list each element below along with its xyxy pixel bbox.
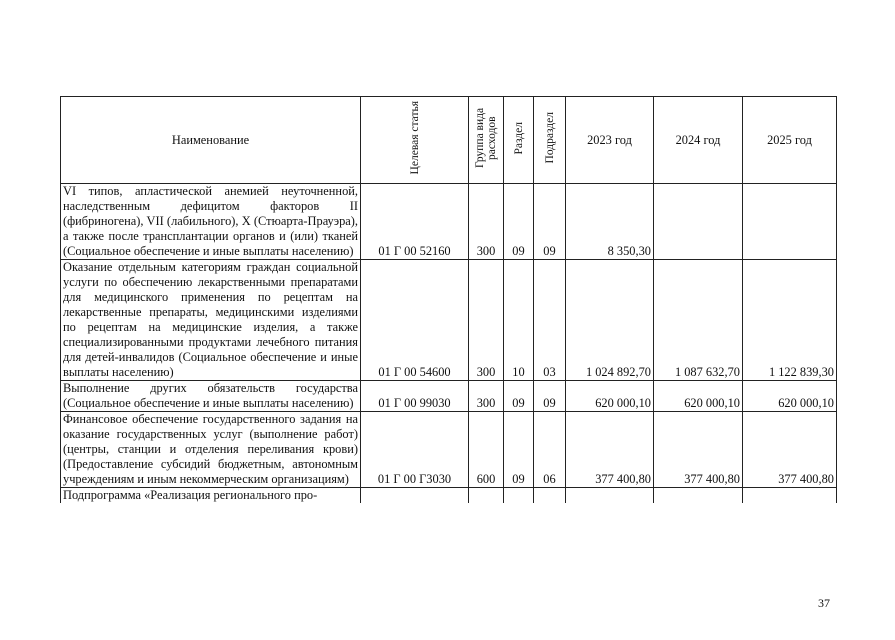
row-subsection: 06 <box>534 412 566 488</box>
header-name: Наименование <box>61 97 361 184</box>
row-2024: 620 000,10 <box>654 381 743 412</box>
row-section: 09 <box>504 412 534 488</box>
budget-table <box>60 96 837 503</box>
page-number: 37 <box>818 596 830 610</box>
row-2025: 377 400,80 <box>743 412 837 488</box>
row-subsection: 09 <box>534 381 566 412</box>
header-target-article: Целевая статья <box>361 97 469 184</box>
row-expense-group: 300 <box>469 260 504 381</box>
row-expense-group: 300 <box>469 381 504 412</box>
row-2025: 620 000,10 <box>743 381 837 412</box>
header-row <box>61 97 837 184</box>
row-target-article: 01 Г 00 99030 <box>361 381 469 412</box>
row-2024: 377 400,80 <box>654 412 743 488</box>
row-subsection <box>534 488 566 504</box>
row-expense-group: 300 <box>469 184 504 260</box>
row-name: Подпрограмма «Реализация регионального про- <box>61 488 361 504</box>
row-target-article: 01 Г 00 54600 <box>361 260 469 381</box>
row-target-article <box>361 488 469 504</box>
table-row <box>61 184 837 260</box>
row-2025 <box>743 184 837 260</box>
header-expense-group: Группа вида расходов <box>469 97 504 184</box>
row-target-article: 01 Г 00 Г3030 <box>361 412 469 488</box>
header-subsection: Подраздел <box>534 97 566 184</box>
row-expense-group <box>469 488 504 504</box>
row-2024: 1 087 632,70 <box>654 260 743 381</box>
row-name: VI типов, апластической анемией неуточненной, наследственным дефицитом факторов II (фибриногена), VII (лабильного), X (Стюарта-Прауэра), а также после трансплантации органов и (или) тканей (Социальное обеспечение и иные выплаты населению) <box>61 184 361 260</box>
table-row <box>61 260 837 381</box>
row-2024 <box>654 184 743 260</box>
header-section: Раздел <box>504 97 534 184</box>
row-name: Выполнение других обязательств государства (Социальное обеспечение и иные выплаты населению) <box>61 381 361 412</box>
row-target-article: 01 Г 00 52160 <box>361 184 469 260</box>
row-2023: 8 350,30 <box>566 184 654 260</box>
table-row <box>61 412 837 488</box>
row-2024 <box>654 488 743 504</box>
row-2025: 1 122 839,30 <box>743 260 837 381</box>
table-row <box>61 381 837 412</box>
row-section <box>504 488 534 504</box>
header-2023: 2023 год <box>566 97 654 184</box>
row-expense-group: 600 <box>469 412 504 488</box>
row-2023: 620 000,10 <box>566 381 654 412</box>
table-row <box>61 488 837 504</box>
row-subsection: 03 <box>534 260 566 381</box>
row-2025 <box>743 488 837 504</box>
header-2024: 2024 год <box>654 97 743 184</box>
row-name: Финансовое обеспечение государственного задания на оказание государственных услуг (выполнение работ) (центры, станции и отделения переливания крови) (Предоставление субсидий бюджетным, автономным учреждениям и иным некоммерческим организациям) <box>61 412 361 488</box>
row-subsection: 09 <box>534 184 566 260</box>
row-2023: 1 024 892,70 <box>566 260 654 381</box>
row-section: 09 <box>504 381 534 412</box>
row-section: 09 <box>504 184 534 260</box>
row-2023 <box>566 488 654 504</box>
row-section: 10 <box>504 260 534 381</box>
row-2023: 377 400,80 <box>566 412 654 488</box>
row-name: Оказание отдельным категориям граждан социальной услуги по обеспечению лекарственными препаратами для медицинского применения по рецептам на лекарственные препараты, медицинскими изделиями по рецептам на медицинские изделия, а также специализированными продуктами лечебного питания для детей-инвалидов (Социальное обеспечение и иные выплаты населению) <box>61 260 361 381</box>
header-2025: 2025 год <box>743 97 837 184</box>
